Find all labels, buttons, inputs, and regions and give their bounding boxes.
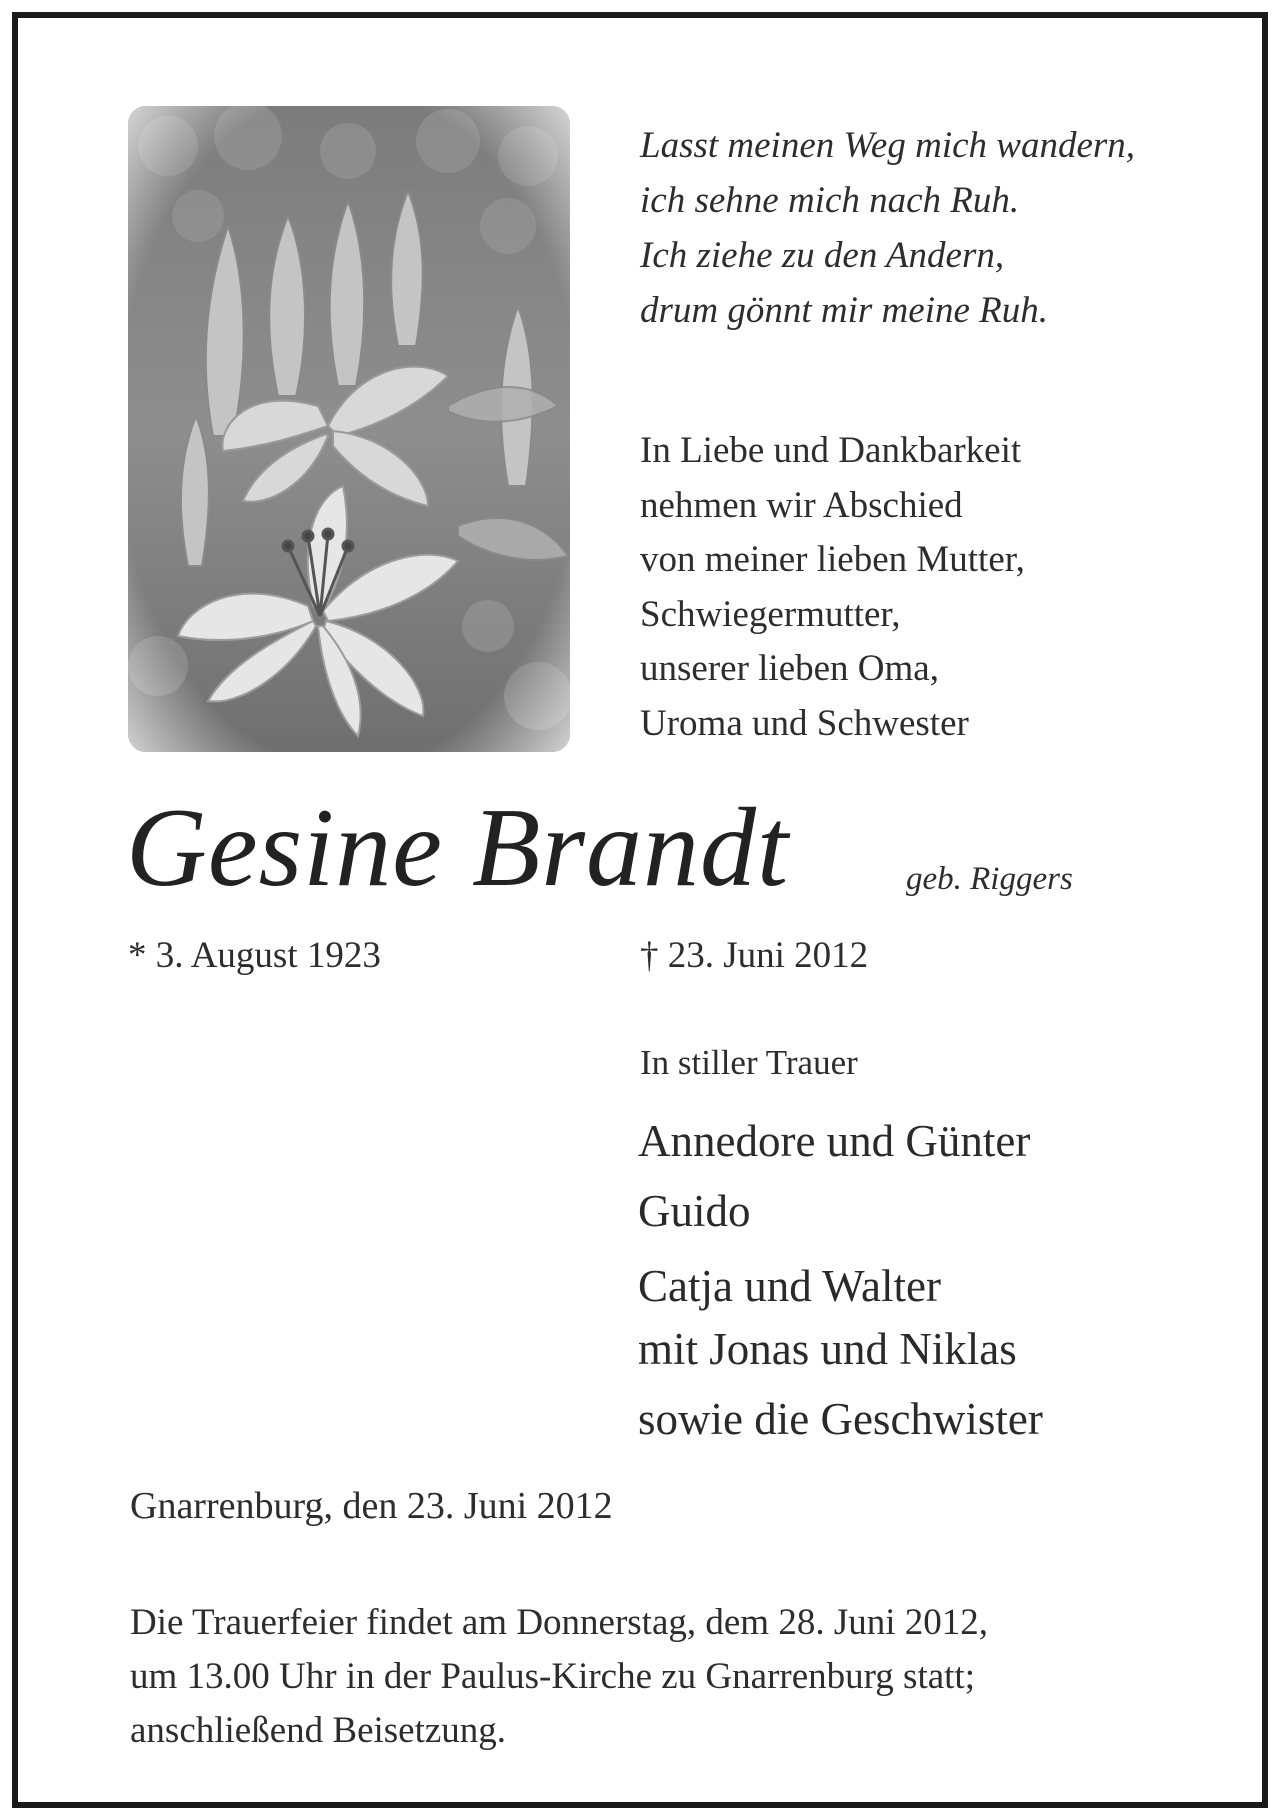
poem-line: Lasst meinen Weg mich wandern, <box>640 125 1136 166</box>
poem-verse <box>640 118 1135 338</box>
service-line: um 13.00 Uhr in der Paulus-Kirche zu Gnarrenburg statt; <box>130 1656 975 1697</box>
farewell-line: Schwiegermutter, <box>640 593 901 635</box>
mourner-line: Guido <box>638 1186 751 1236</box>
mourning-intro: In stiller Trauer <box>640 1043 858 1082</box>
mourner-line: sowie die Geschwister <box>638 1394 1043 1444</box>
service-line: anschließend Beisetzung. <box>130 1710 507 1751</box>
farewell-line: In Liebe und Dankbarkeit <box>640 430 1022 471</box>
mourner-line: Catja und Walter <box>638 1261 941 1311</box>
maiden-name: geb. Riggers <box>906 861 1073 897</box>
poem-line: Ich ziehe zu den Andern, <box>640 235 1005 276</box>
poem-line: ich sehne mich nach Ruh. <box>640 180 1020 221</box>
poem-line: drum gönnt mir meine Ruh. <box>640 290 1048 331</box>
funeral-service-notice <box>130 1596 988 1758</box>
death-date: † 23. Juni 2012 <box>640 935 869 976</box>
lily-photo-graphic <box>128 106 570 752</box>
farewell-line: nehmen wir Abschied <box>640 484 963 526</box>
mourner-line: Annedore und Günter <box>638 1116 1031 1166</box>
farewell-line: von meiner lieben Mutter, <box>640 539 1025 580</box>
farewell-line: unserer lieben Oma, <box>640 648 939 689</box>
service-line: Die Trauerfeier findet am Donnerstag, dem 28. Juni 2012, <box>130 1602 989 1643</box>
deceased-name: Gesine Brandt <box>126 786 790 910</box>
obituary-frame <box>12 12 1268 1808</box>
birth-date: * 3. August 1923 <box>128 935 381 976</box>
farewell-text <box>640 424 1025 751</box>
farewell-line: Uroma und Schwester <box>640 702 969 744</box>
lily-flowers-photo <box>128 106 570 752</box>
place-and-date: Gnarrenburg, den 23. Juni 2012 <box>130 1485 613 1527</box>
mourner-line: mit Jonas und Niklas <box>638 1324 1017 1374</box>
